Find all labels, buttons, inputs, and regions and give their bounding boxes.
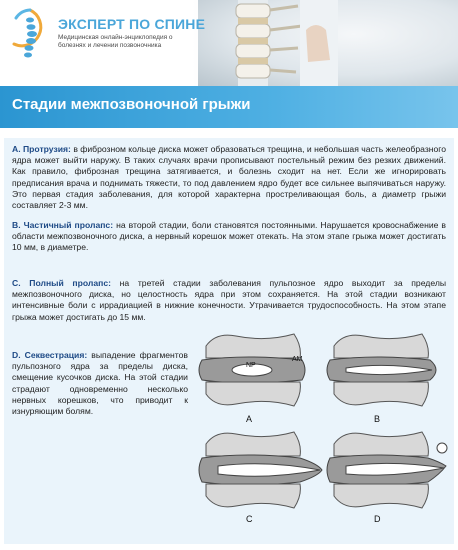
np-label: NP: [246, 362, 256, 369]
stage-a-text: в фиброзном кольце диска может образоваться трещина, и небольшая часть желеобразного ядра может выйти наружу. В таких случаях врачи прописывают постельный режим без резких движений. Как правило, фиброзная трещина затягивается, и болезнь сходит на нет. Если же игнорировать предписания врача и поднимать тяжести, то под давлением ядро будет все сильнее выпячиваться наружу. Это первая стадия заболевания, для которой характерна простреливающая боль, а диаметр грыжи составляет 2-3 мм.: [12, 144, 447, 211]
brand-name: ЭКСПЕРТ ПО СПИНЕ: [58, 16, 206, 32]
panel-d-label: D: [374, 514, 381, 524]
stage-d-paragraph: [12, 350, 188, 417]
stage-b-paragraph: [12, 220, 446, 254]
disc-diagram-b: [327, 334, 436, 406]
hernia-diagram: [196, 332, 452, 540]
stage-a-paragraph: [12, 144, 446, 211]
panel-c-label: C: [246, 514, 253, 524]
panel-b-label: B: [374, 414, 381, 424]
stage-a-label: A. Протрузия:: [12, 144, 71, 154]
spine-logo-icon: [8, 6, 52, 66]
stage-c-label: C. Полный пролапс:: [12, 278, 111, 288]
disc-diagram-d: [327, 432, 447, 508]
spine-model-image: [198, 0, 338, 86]
page-title: Стадии межпозвоночной грыжи: [12, 96, 251, 113]
stage-d-label: D. Секвестрация:: [12, 350, 88, 360]
stage-b-label: B. Частичный пролапс:: [12, 220, 114, 230]
stage-c-text: на третей стадии заболевания пульпозное ядро выходит за пределы межпозвоночного диска, но целостность ядра при этом сохраняется. На этой стадии возникают интенсивные боли с иррадиацией в нижние конечности. Утрачивается трудоспособность. На этом этапе грыжа может достигать до 15 мм.: [12, 278, 447, 322]
stage-b-text: на второй стадии, боли становятся постоянными. Нарушается кровоснабжение в области межпозвоночного диска, а нервный корешок может отекать. На этом этапе грыжа может достигать 10 мм, в диаметре.: [12, 220, 446, 253]
title-band: [0, 86, 458, 128]
brand-tagline: Медицинская онлайн-энциклопедия о болезнях и лечении позвоночника: [58, 34, 173, 49]
stage-d-text: выпадение фрагментов пульпозного ядра за пределы диска, смещение кусочков диска. На этой стадии страдают одновременно несколько нервных корешков, что приводит к изнуряющим болям.: [12, 350, 188, 417]
am-label: AM: [292, 356, 303, 363]
disc-diagram-a: [199, 334, 305, 406]
header: [0, 0, 458, 86]
stage-c-paragraph: [12, 278, 446, 323]
disc-diagram-c: [199, 432, 322, 508]
content-panel: [4, 138, 454, 544]
hernia-stages-figure: [196, 332, 452, 540]
panel-a-label: A: [246, 414, 253, 424]
